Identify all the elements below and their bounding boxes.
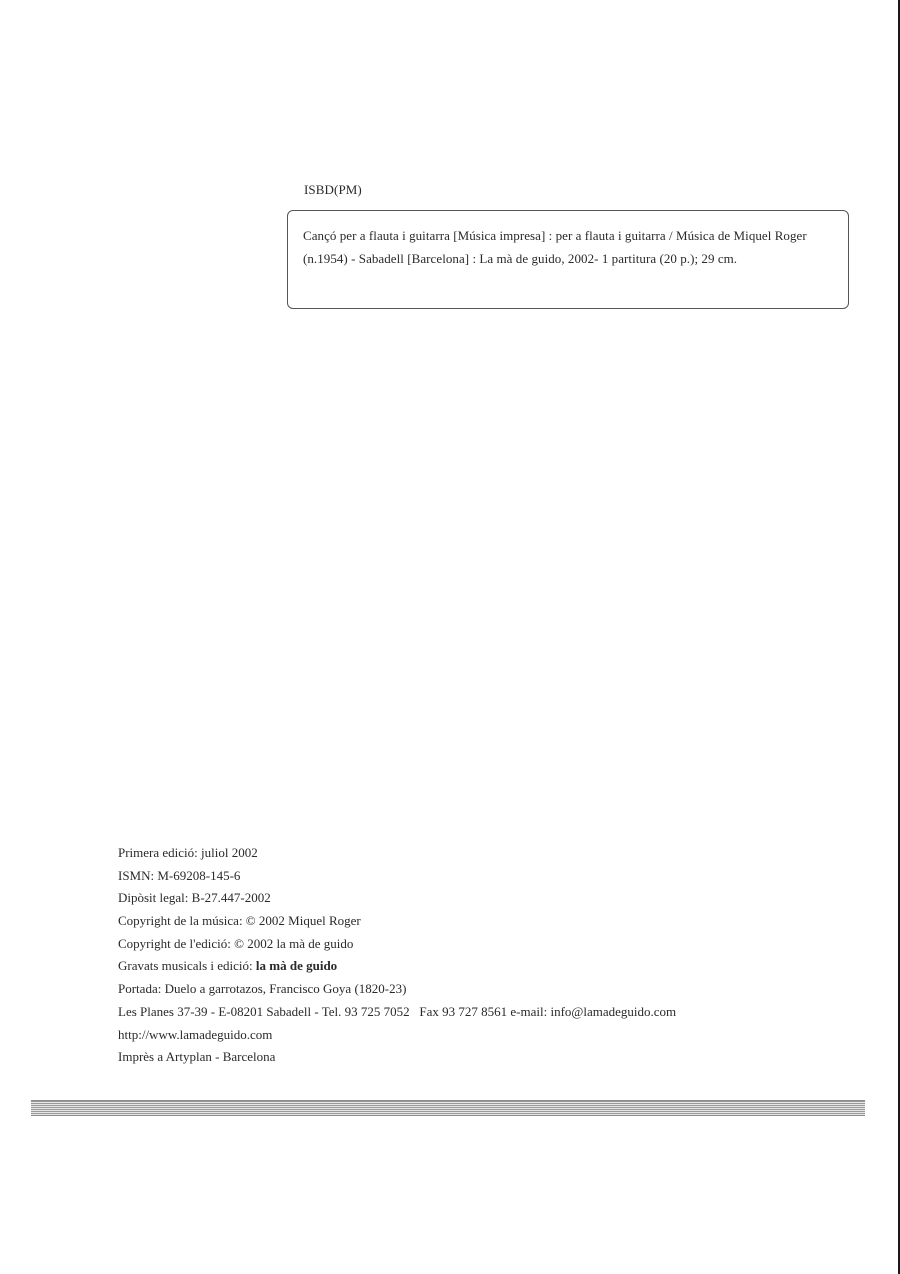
- edition-copyright: Copyright de l'edició: © 2002 la mà de guido: [118, 935, 354, 951]
- website-link[interactable]: http://www.lamadeguido.com: [118, 1026, 273, 1042]
- engraving-publisher: la mà de guido: [255, 958, 338, 974]
- legal-deposit: Dipòsit legal: B-27.447-2002: [118, 890, 271, 906]
- decorative-rule: [31, 1100, 865, 1116]
- engraving-credit: [118, 955, 838, 978]
- first-edition: Primera edició: juliol 2002: [118, 845, 258, 860]
- cover-credit: Portada: Duelo a garrotazos, Francisco Goya (1820-23): [118, 981, 407, 997]
- music-copyright: Copyright de la música: © 2002 Miquel Roger: [118, 913, 361, 929]
- ismn: ISMN: M-69208-145-6: [118, 867, 241, 883]
- isbd-record-box: [287, 210, 849, 309]
- engraving-label: Gravats musicals i edició:: [118, 958, 256, 974]
- isbd-label: ISBD(PM): [304, 182, 362, 197]
- colophon: [118, 842, 838, 1069]
- publisher-address: Les Planes 37-39 - E-08201 Sabadell - Tel. 93 725 7052 Fax 93 727 8561 e-mail: info@lamadeguido.com: [118, 1003, 677, 1019]
- isbd-record-text: Cançó per a flauta i guitarra [Música impresa] : per a flauta i guitarra / Música de Miquel Roger (n.1954) - Sabadell [Barcelona] : La mà de guido, 2002- 1 partitura (20 p.); 29 cm.: [303, 228, 807, 266]
- printer-credit: Imprès a Artyplan - Barcelona: [118, 1049, 276, 1065]
